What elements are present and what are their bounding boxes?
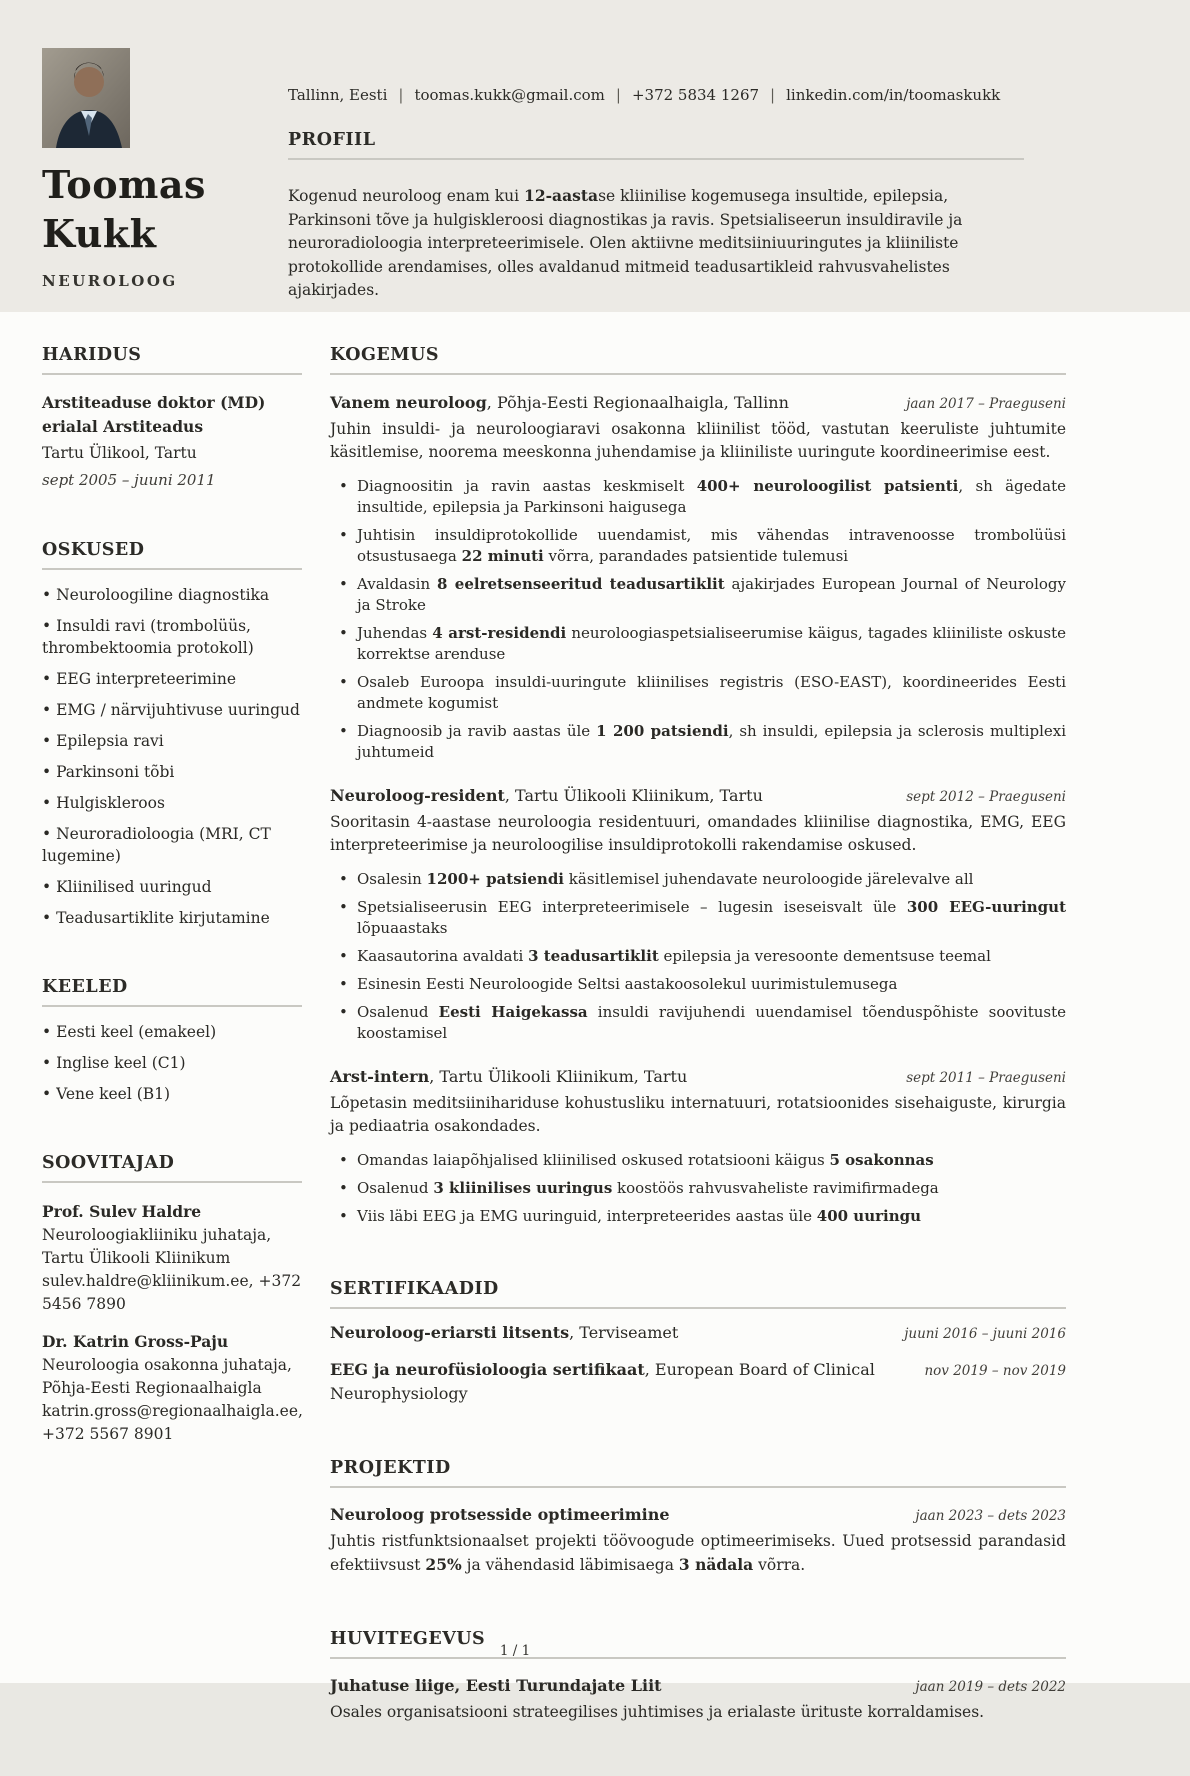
job-bullet [330,1178,1066,1199]
text-segment: , sh insuldi, epilepsia ja sclerosis multiplexi juhtumeid [357,722,1066,761]
text-segment: Juhtisin insuldiprotokollide uuendamist, mis vähendas intravenoosse trombolüüsi otsustusaega [357,526,1066,565]
text-segment: Juhendas [357,624,433,642]
project-header [330,1503,1066,1527]
skill-item: • Kliinilised uuringud [42,876,302,898]
text-segment: Osalesin [357,870,427,888]
job-summary: Juhin insuldi- ja neuroloogiaravi osakonna kliinilist tööd, vastutan keeruliste juhtumite käsitlemise, noorema meeskonna juhendamise ja kliiniliste uuringute koordineerimise eest. [330,420,1066,461]
bullet-dot [330,1150,357,1171]
bullet-dot [330,897,357,939]
contact-line [288,86,1024,104]
bullet-dot [330,672,357,714]
skill-item: • Teadusartiklite kirjutamine [42,907,302,929]
header-band [0,0,1190,312]
education-entry [42,391,302,492]
bullet-dot [330,1206,357,1227]
bold-text: 300 EEG-uuringut [906,898,1067,916]
project-entry [330,1503,1066,1577]
text-segment: ja vähendasid läbimisaega [461,1556,679,1574]
text-segment: Avaldasin [357,575,438,593]
education-heading: HARIDUS [42,345,302,375]
bullet-dot [330,721,357,763]
bullet-dot [330,476,357,518]
skills-section [42,540,302,929]
certificate-title-line [330,1358,908,1406]
job-summary: Sooritasin 4-aastase neuroloogia residentuuri, omandades kliinilise diagnostika, EMG, EEG interpreteerimise ja neuroloogilise insuldiprotokolli rakendamise oskused. [330,813,1066,854]
text-segment: Osales organisatsiooni strateegilises juhtimises ja erialaste ürituste korraldamises. [330,1703,985,1721]
projects-section [330,1458,1066,1577]
header-main [288,0,1024,312]
job-dates: sept 2011 – Praeguseni [906,1070,1066,1086]
certificate-dates: nov 2019 – nov 2019 [924,1363,1066,1379]
skill-item: • Neuroradioloogia (MRI, CT lugemine) [42,823,302,867]
reference-contact: katrin.gross@regionaalhaigla.ee, +372 5567 8901 [42,1402,303,1443]
bullet-text [357,869,1066,890]
contact-separator: | [770,86,776,104]
bullet-text [357,897,1066,939]
project-title: Neuroloog protsesside optimeerimine [330,1505,670,1524]
interest-dates: jaan 2019 – dets 2022 [915,1679,1066,1695]
interest-title: Juhatuse liige, Eesti Turundajate Liit [330,1676,662,1695]
bullet-dot [330,1002,357,1044]
bold-text: 25% [425,1555,462,1574]
bold-text: 1200+ patsiendi [426,870,565,888]
job-title: Vanem neuroloog [330,393,487,412]
text-segment: Juhtis ristfunktsionaalset projekti töövoogude optimeerimiseks. Uued protsessid parandasid efektiivsust [330,1532,1066,1574]
text-segment: Viis läbi EEG ja EMG uuringuid, interpreteerides aastas üle [357,1207,817,1225]
skill-item: • Insuldi ravi (trombolüüs, thrombektoomia protokoll) [42,615,302,659]
education-dates: sept 2005 – juuni 2011 [42,471,216,489]
language-item: • Vene keel (B1) [42,1083,302,1105]
text-segment: käsitlemisel juhendavate neuroloogide järelevalve all [564,870,974,888]
language-item: • Eesti keel (emakeel) [42,1021,302,1043]
education-school: Tartu Ülikool, Tartu [42,444,197,462]
reference-name: Dr. Katrin Gross-Paju [42,1332,229,1351]
bullet-text [357,476,1066,518]
reference-role: Neuroloogia osakonna juhataja, Põhja-Eesti Regionaalhaigla [42,1356,292,1397]
text-segment: koostöös rahvusvaheliste ravimifirmadega [612,1179,939,1197]
bullet-dot [330,974,357,995]
certificate-org: , European Board of Clinical Neurophysiology [330,1360,875,1403]
certificate-title: Neuroloog-eriarsti litsents [330,1323,570,1342]
job-bullet [330,869,1066,890]
profile-photo-placeholder [42,48,130,148]
text-segment: Omandas laiapõhjalised kliinilised oskused rotatsiooni käigus [357,1151,830,1169]
bold-text: Eesti Haigekassa [438,1003,588,1021]
interests-list [330,1674,1066,1724]
page-indicator: 1 / 1 [499,1643,531,1659]
job-bullet [330,721,1066,763]
job-bullets [330,869,1066,1044]
bullet-dot [330,946,357,967]
bold-text: 400 uuringu [816,1207,922,1225]
reference-name: Prof. Sulev Haldre [42,1202,202,1221]
interests-heading: HUVITEGEVUS [330,1629,1066,1659]
skill-item: • Hulgiskleroos [42,792,302,814]
bullet-text [357,946,1066,967]
job-title-line [330,1065,687,1089]
text-segment: Kaasautorina avaldati [357,947,529,965]
language-item: • Inglise keel (C1) [42,1052,302,1074]
interest-entry [330,1674,1066,1724]
job-bullet [330,672,1066,714]
text-segment: Osaleb Euroopa insuldi-uuringute kliinilises registris (ESO-EAST), koordineerides Eesti andmete kogumist [357,673,1066,712]
skill-item: • Epilepsia ravi [42,730,302,752]
job-bullet [330,897,1066,939]
project-dates: jaan 2023 – dets 2023 [915,1508,1066,1524]
bold-text: 12-aasta [524,186,599,205]
bold-text: 3 kliinilises uuringus [433,1179,613,1197]
reference-role: Neuroloogiakliiniku juhataja, Tartu Ülikooli Kliinikum [42,1226,272,1267]
person-name: Toomas Kukk [42,162,206,256]
job-bullet [330,476,1066,518]
languages-list [42,1021,302,1105]
bold-text: 3 nädala [678,1555,754,1574]
certificate-title-line [330,1321,678,1345]
contact-location: Tallinn, Eesti [288,86,388,104]
reference-entry [42,1199,302,1316]
bullet-text [357,974,1066,995]
text-segment: võrra. [753,1556,806,1574]
education-degree: Arstiteaduse doktor (MD) erialal Arstiteadus [42,393,266,436]
bullet-text [357,672,1066,714]
jobs-list [330,391,1066,1227]
certificates-list [330,1321,1066,1406]
text-segment: , sh ägedate insultide, epilepsia ja Parkinsoni haigusega [357,477,1066,516]
job-org: , Tartu Ülikooli Kliinikum, Tartu [429,1067,688,1086]
profile-photo [42,48,130,148]
job-bullet [330,1150,1066,1171]
reference-entry [42,1329,302,1446]
content-area [0,312,1190,1776]
skills-list [42,584,302,929]
bold-text: 5 osakonnas [829,1151,934,1169]
bullet-text [357,623,1066,665]
job-title: Neuroloog-resident [330,786,505,805]
bold-text: 22 minuti [461,547,544,565]
job-bullet [330,974,1066,995]
job-title-line [330,784,763,808]
job-bullets [330,476,1066,763]
bold-text: 4 arst-residendi [432,624,567,642]
projects-heading: PROJEKTID [330,1458,1066,1488]
text-segment: neuroloogiaspetsialiseerumise käigus, tagades kliiniliste oskuste korrektse arenduse [357,624,1067,663]
bullet-text [357,1002,1066,1044]
projects-list [330,1503,1066,1577]
education-section [42,345,302,492]
job-bullets [330,1150,1066,1227]
sidebar [42,312,302,1776]
profile-heading: PROFIIL [288,130,1024,160]
job-header [330,784,1066,808]
job-bullet [330,1206,1066,1227]
job-header [330,1065,1066,1089]
job-title-line [330,391,789,415]
experience-heading: KOGEMUS [330,345,1066,375]
bullet-dot [330,1178,357,1199]
job-entry [330,784,1066,1044]
skill-item: • Neuroloogiline diagnostika [42,584,302,606]
text-segment: Osalenud [357,1003,439,1021]
job-dates: jaan 2017 – Praeguseni [906,396,1066,412]
interest-header [330,1674,1066,1698]
bold-text: 400+ neuroloogilist patsienti [696,477,959,495]
certificate-dates: juuni 2016 – juuni 2016 [904,1326,1066,1342]
job-bullet [330,574,1066,616]
contact-separator: | [398,86,404,104]
bullet-text [357,721,1066,763]
text-segment: Osalenud [357,1179,434,1197]
job-bullet [330,623,1066,665]
references-section [42,1153,302,1446]
job-summary: Lõpetasin meditsiinihariduse kohustusliku internatuuri, rotatsioonides sisehaiguste, kirurgia ja pediaatria osakondades. [330,1094,1066,1135]
bullet-text [357,525,1066,567]
certificates-section [330,1279,1066,1406]
bullet-text [357,574,1066,616]
text-segment: Esinesin Eesti Neuroloogide Seltsi aastakoosolekul uurimistulemusega [357,975,898,993]
skill-item: • EMG / närvijuhtivuse uuringud [42,699,302,721]
contact-linkedin: linkedin.com/in/toomaskukk [786,86,1001,104]
project-summary [330,1530,1066,1577]
languages-heading: KEELED [42,977,302,1007]
text-segment: Diagnoosib ja ravib aastas üle [357,722,597,740]
text-segment: epilepsia ja veresoonte dementsuse teemal [658,947,991,965]
job-bullet [330,946,1066,967]
job-title: Arst-intern [330,1067,430,1086]
job-entry [330,391,1066,763]
skill-item: • EEG interpreteerimine [42,668,302,690]
certificate-entry [330,1358,1066,1406]
bullet-text [357,1206,1066,1227]
contact-email: toomas.kukk@gmail.com [414,86,605,104]
contact-separator: | [615,86,621,104]
languages-section [42,977,302,1105]
references-heading: SOOVITAJAD [42,1153,302,1183]
certificate-entry [330,1321,1066,1346]
job-header [330,391,1066,415]
text-segment: se kliinilise kogemusega insultide, epilepsia, Parkinsoni tõve ja hulgiskleroosi diagnostikas ja ravis. Spetsialiseerun insuldiravile ja neuroradioloogia interpreteerimisele. Olen aktiivne meditsiiniuuringutes ja kliiniliste protokollide arendamises, olles avaldanud mitmeid teadusartikleid rahvusvahelistes ajakirjades. [288,187,963,299]
text-segment: Spetsialiseerusin EEG interpreteerimisele – lugesin iseseisvalt üle [357,898,907,916]
job-bullet [330,525,1066,567]
skill-item: • Parkinsoni tõbi [42,761,302,783]
text-segment: lõpuaastaks [357,919,448,937]
job-bullet [330,1002,1066,1044]
profile-section [288,130,1024,303]
bullet-text [357,1150,1066,1171]
text-segment: Kogenud neuroloog enam kui [288,187,525,205]
bullet-dot [330,574,357,616]
bold-text: 8 eelretsenseeritud teadusartiklit [437,575,725,593]
person-job-title: NEUROLOOG [42,272,178,290]
profile-text [288,184,1024,303]
certificate-org: , Terviseamet [569,1323,679,1342]
text-segment: insuldi ravijuhendi uuendamisel tõenduspõhiste soovituste koostamisel [357,1003,1066,1042]
text-segment: võrra, parandades patsientide tulemusi [543,547,849,565]
references-list [42,1199,302,1446]
interest-summary [330,1701,1066,1724]
main-column [330,312,1066,1776]
job-entry [330,1065,1066,1227]
experience-section [330,345,1066,1227]
contact-phone: +372 5834 1267 [631,86,760,104]
job-org: , Tartu Ülikooli Kliinikum, Tartu [504,786,763,805]
bold-text: 1 200 patsiendi [596,722,729,740]
bullet-dot [330,623,357,665]
reference-contact: sulev.haldre@kliinikum.ee, +372 5456 7890 [42,1272,302,1313]
text-segment: ajakirjades European Journal of Neurology ja Stroke [357,575,1066,614]
certificates-heading: SERTIFIKAADID [330,1279,1066,1309]
bold-text: 3 teadusartiklit [528,947,659,965]
bullet-dot [330,869,357,890]
job-org: , Põhja-Eesti Regionaalhaigla, Tallinn [486,393,789,412]
job-dates: sept 2012 – Praeguseni [906,789,1066,805]
header-identity [0,0,258,312]
certificate-title: EEG ja neurofüsioloogia sertifikaat [330,1360,645,1379]
bullet-dot [330,525,357,567]
text-segment: Diagnoositin ja ravin aastas keskmiselt [357,477,697,495]
skills-heading: OSKUSED [42,540,302,570]
bullet-text [357,1178,1066,1199]
